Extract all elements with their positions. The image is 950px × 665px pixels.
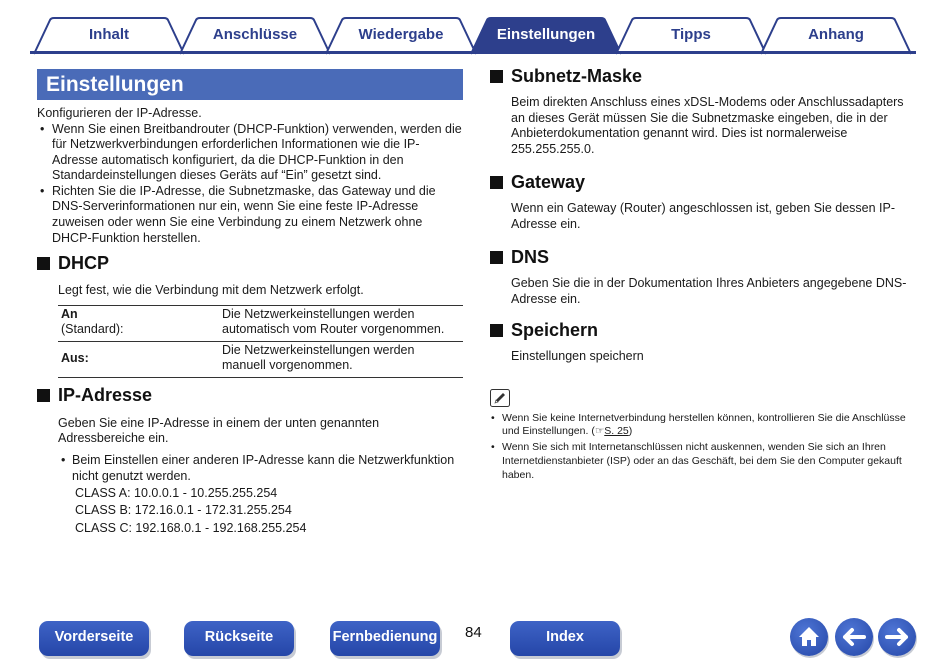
gateway-heading-text: Gateway	[511, 172, 586, 192]
note-text: Wenn Sie keine Internetverbindung herstellen können, kontrollieren Sie die Anschlüsse und Einstellungen.	[502, 411, 906, 438]
square-bullet-icon	[490, 324, 503, 337]
intro-text: Konfigurieren der IP-Adresse.	[37, 106, 202, 120]
rear-panel-button[interactable]	[184, 621, 294, 656]
intro-bullets	[37, 122, 463, 247]
dns-heading-text: DNS	[511, 247, 550, 267]
page-title: Einstellungen	[37, 69, 463, 100]
ip-class-list	[58, 485, 463, 538]
dhcp-description: Legt fest, wie die Verbindung mit dem Netzwerk erfolgt.	[58, 283, 364, 298]
square-bullet-icon	[37, 257, 50, 270]
intro-bullet: • Richten Sie die IP-Adresse, die Subnetzmaske, das Gateway und die DNS-Serverinformationen nur ein, wenn Sie eine feste IP-Adresse zuweisen oder wenn Sie eine Verbindung zu einem Netzwerk ohne DHCP-Funktion herstellen.	[37, 184, 463, 246]
dhcp-heading	[37, 253, 463, 274]
dns-section	[490, 247, 916, 307]
square-bullet-icon	[37, 389, 50, 402]
back-arrow-icon[interactable]	[835, 618, 873, 656]
ip-body	[37, 416, 463, 538]
tab-label: Anschlüsse	[212, 26, 298, 43]
save-section	[490, 320, 916, 365]
tab-inhalt[interactable]	[34, 18, 184, 52]
save-description: Einstellungen speichern	[511, 349, 644, 363]
page-number: 84	[465, 624, 482, 641]
dns-description: Geben Sie die in der Dokumentation Ihres Anbieters angegebene DNS-Adresse ein.	[511, 276, 907, 306]
tab-einstellungen[interactable]	[471, 18, 621, 52]
ip-bullets	[58, 452, 463, 484]
right-column	[490, 66, 916, 484]
ip-class-b: CLASS B: 172.16.0.1 - 172.31.255.254	[75, 503, 292, 518]
front-panel-button[interactable]	[39, 621, 149, 656]
subnet-heading	[490, 66, 916, 87]
tab-label: Einstellungen	[496, 26, 596, 43]
tab-label: Tipps	[671, 26, 711, 43]
dhcp-heading-text: DHCP	[58, 253, 110, 274]
home-icon[interactable]	[790, 618, 828, 656]
hand-pointer-icon: ☞	[594, 425, 605, 438]
subnet-section	[490, 66, 916, 157]
index-button[interactable]	[510, 621, 620, 656]
tab-anhang[interactable]	[761, 18, 911, 52]
tab-tipps[interactable]	[616, 18, 766, 52]
tab-label: Inhalt	[89, 26, 129, 43]
option-value: Die Netzwerkeinstellungen werden automatisch vom Router vorgenommen.	[222, 306, 445, 337]
remote-control-button[interactable]	[330, 621, 440, 656]
ip-class-c: CLASS C: 192.168.0.1 - 192.168.255.254	[75, 520, 307, 535]
square-bullet-icon	[490, 176, 503, 189]
ip-class-a: CLASS A: 10.0.0.1 - 10.255.255.254	[75, 485, 278, 500]
option-name: An	[61, 306, 78, 321]
option-key	[58, 341, 219, 377]
tab-label: Anhang	[808, 26, 864, 43]
note-item	[490, 412, 916, 440]
square-bullet-icon	[490, 251, 503, 264]
ip-heading	[37, 385, 463, 406]
save-heading-text: Speichern	[511, 320, 599, 340]
top-tab-bar	[30, 16, 916, 54]
pencil-icon	[490, 389, 510, 407]
option-key	[58, 305, 219, 341]
dns-heading	[490, 247, 916, 268]
tab-label: Wiedergabe	[358, 26, 444, 43]
page-reference-text: S. 25	[604, 425, 629, 438]
button-label: Vorderseite	[54, 629, 134, 645]
ip-bullet: • Beim Einstellen einer anderen IP-Adresse kann die Netzwerkfunktion nicht genutzt werden.	[58, 452, 463, 484]
button-label: Index	[546, 629, 584, 645]
notes-list	[490, 412, 916, 483]
option-name: Aus:	[61, 350, 89, 365]
button-label: Fernbedienung	[332, 629, 438, 645]
subnet-heading-text: Subnetz-Maske	[511, 66, 643, 86]
ip-heading-text: IP-Adresse	[58, 384, 153, 405]
page-reference-link[interactable]: (☞S. 25)	[591, 425, 633, 438]
dhcp-options-table	[58, 305, 463, 378]
intro-bullet: • Wenn Sie einen Breitbandrouter (DHCP-Funktion) verwenden, werden die für Netzwerkverbindungen erforderlichen Informationen wie die IP-Adresse automatisch konfiguriert, da die DHCP-Funktion in den Standardeinstellungen dieses Geräts auf “Ein” gesetzt sind.	[37, 122, 463, 184]
tab-wiedergabe[interactable]	[326, 18, 476, 52]
option-value: Die Netzwerkeinstellungen werden manuell vorgenommen.	[222, 342, 415, 373]
tab-underline	[30, 51, 916, 54]
table-row	[58, 341, 463, 377]
left-column	[37, 69, 463, 537]
option-note: (Standard):	[61, 322, 124, 337]
button-label: Rückseite	[204, 629, 274, 645]
note-item: • Wenn Sie sich mit Internetanschlüssen nicht auskennen, wenden Sie sich an Ihren Internetdienstanbieter (ISP) oder an das Geschäft, bei dem Sie den Computer gekauft haben.	[490, 441, 916, 482]
ip-description: Geben Sie eine IP-Adresse in einem der unten genannten Adressbereiche ein.	[58, 415, 380, 446]
gateway-section	[490, 172, 916, 232]
subnet-description: Beim direkten Anschluss eines xDSL-Modems oder Anschlussadapters an dieses Gerät müssen Sie die Subnetzmaske eingeben, die in der Anbieterdokumentation genannt wird. Dies ist normalerweise 255.255.255.0.	[511, 95, 904, 156]
tab-anschluesse[interactable]	[180, 18, 330, 52]
gateway-description: Wenn ein Gateway (Router) angeschlossen ist, geben Sie dessen IP-Adresse ein.	[511, 201, 896, 231]
square-bullet-icon	[490, 70, 503, 83]
gateway-heading	[490, 172, 916, 193]
table-row	[58, 305, 463, 341]
save-heading	[490, 320, 916, 341]
dhcp-body	[37, 283, 463, 378]
forward-arrow-icon[interactable]	[878, 618, 916, 656]
